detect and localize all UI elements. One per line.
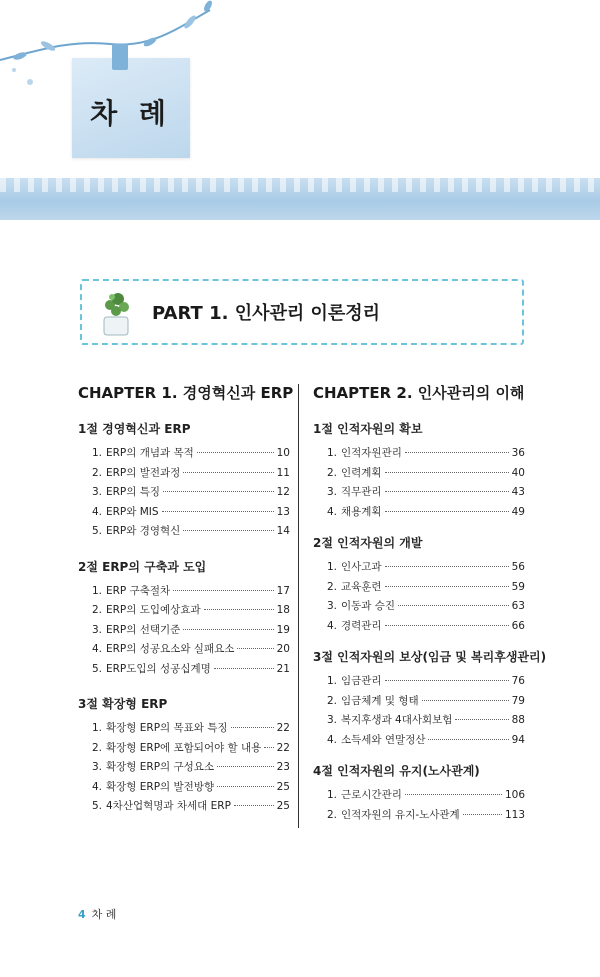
toc-item[interactable]: 3. 복지후생과 4대사회보험 88 [327, 714, 525, 726]
section [313, 534, 525, 636]
toc-item[interactable]: 1. ERP의 개념과 목적 10 [92, 447, 290, 459]
toc-item[interactable]: 5. ERP와 경영혁신 14 [92, 525, 290, 537]
toc-item[interactable]: 4. 경력관리 66 [327, 619, 525, 632]
toc-item[interactable]: 1. 확장형 ERP의 목표와 특징 22 [92, 722, 290, 734]
chapter-1-column [78, 380, 294, 829]
column-divider [298, 384, 299, 828]
toc-item[interactable]: 2. 확장형 ERP에 포함되어야 할 내용 22 [92, 741, 290, 754]
chapter-2-column [313, 380, 547, 837]
part-box [80, 279, 524, 345]
toc-item[interactable]: 1. 인적자원관리 36 [327, 447, 525, 459]
toc-item[interactable]: 2. 인력계획 40 [327, 466, 525, 479]
section [78, 558, 290, 680]
page-title: 차 례 [90, 97, 172, 130]
section [313, 648, 547, 750]
toc-item[interactable]: 1. 인사고과 56 [327, 561, 525, 573]
toc-item[interactable]: 1. 근로시간관리 106 [327, 789, 525, 801]
plant-pot-icon [98, 287, 134, 337]
toc-item[interactable]: 3. ERP의 선택기준 19 [92, 623, 290, 636]
chapter-title: CHAPTER 1. 경영혁신과 ERP [78, 384, 294, 402]
header-band [0, 178, 600, 220]
section-title: 2절 인적자원의 개발 [313, 536, 423, 550]
toc-item[interactable]: 2. ERP의 발전과정 11 [92, 466, 290, 479]
toc-item[interactable]: 2. 임금체계 및 형태 79 [327, 694, 525, 707]
toc-item[interactable]: 5. ERP도입의 성공십계명 21 [92, 662, 290, 675]
toc-item[interactable]: 2. ERP의 도입예상효과 18 [92, 604, 290, 616]
clip-icon [112, 44, 128, 70]
toc-item[interactable]: 1. ERP 구축절차 17 [92, 584, 290, 597]
toc-item[interactable]: 1. 임금관리 76 [327, 675, 525, 687]
section [313, 420, 525, 522]
footer-label: 차 례 [91, 908, 117, 921]
section-title: 1절 인적자원의 확보 [313, 422, 423, 436]
section-title: 2절 ERP의 구축과 도입 [78, 559, 207, 574]
section [313, 762, 525, 825]
title-card [72, 58, 190, 158]
toc-item[interactable]: 4. 소득세와 연말정산 94 [327, 733, 525, 746]
toc-item[interactable]: 4. 채용계획 49 [327, 505, 525, 518]
toc-item[interactable]: 3. 직무관리 43 [327, 486, 525, 498]
part-title: PART 1. 인사관리 이론정리 [152, 303, 381, 324]
chapter-title: CHAPTER 2. 인사관리의 이해 [313, 384, 525, 402]
section-title: 3절 확장형 ERP [78, 697, 168, 711]
section [78, 420, 290, 542]
toc-item[interactable]: 4. ERP와 MIS 13 [92, 505, 290, 518]
section [78, 695, 290, 817]
toc-item[interactable]: 2. 인적자원의 유지-노사관계 113 [327, 808, 525, 821]
toc-item[interactable]: 4. 확장형 ERP의 발전방향 25 [92, 780, 290, 793]
page-number: 4 [78, 908, 86, 921]
toc-item[interactable]: 4. ERP의 성공요소와 실패요소 20 [92, 643, 290, 655]
section-title: 1절 경영혁신과 ERP [78, 422, 191, 436]
section-title: 4절 인적자원의 유지(노사관계) [313, 764, 480, 778]
toc-item[interactable]: 3. 이동과 승진 63 [327, 600, 525, 612]
toc-item[interactable]: 2. 교육훈련 59 [327, 580, 525, 593]
toc-item[interactable]: 3. ERP의 특징 12 [92, 486, 290, 498]
section-title: 3절 인적자원의 보상(임금 및 복리후생관리) [313, 650, 547, 664]
toc-item[interactable]: 5. 4차산업혁명과 차세대 ERP 25 [92, 800, 290, 812]
toc-item[interactable]: 3. 확장형 ERP의 구성요소 23 [92, 761, 290, 773]
page-footer [78, 906, 116, 922]
